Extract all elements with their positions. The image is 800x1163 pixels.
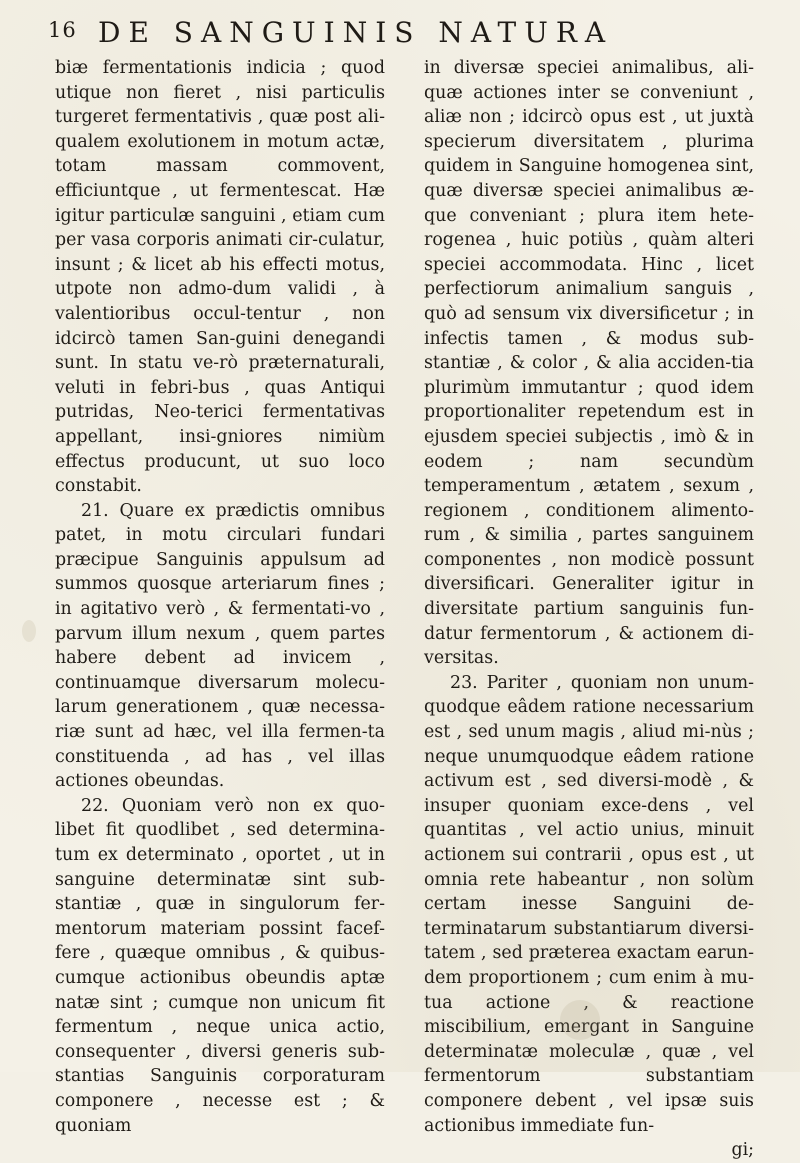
paragraph: biæ fermentationis indicia ; quod utique non fieret , nisi particulis turgeret fermentativis , quæ post ali-qualem exolutionem in motum actæ, totam massam commovent, efficiuntque , ut fermentescat. Hæ igitur particulæ sanguini , etiam cum per vasa corporis animati cir-culatur, insunt ; & licet ab his effecti motus, utpote non admo-dum validi , à valentioribus occul-tentur , non idcircò tamen San-guini denegandi sunt. In statu ve-rò præternaturali, veluti in febri-bus , quas Antiqui putridas, Neo-terici fermentativas appellant, insi-gniores nimiùm effectus producunt, ut suo loco constabit. — [55, 58, 385, 497]
paragraph-22: 22. Quoniam verò non ex quo-libet fit quodlibet , sed determina-tum ex determinato , oportet , ut in sanguine determinatæ sint sub-stantiæ , quæ in singulorum fer-mentorum materiam possint facef-fere , quæque omnibus , & quibus-cumque actionibus obeundis aptæ natæ sint ; cumque non unicum fit fermentum , neque unica actio, consequenter , diversi generis sub-stantias Sanguinis corporaturam componere , necesse est ; & quoniam — [55, 795, 385, 1136]
left-column — [55, 56, 385, 1138]
right-column — [424, 56, 754, 1163]
paragraph: in diversæ speciei animalibus, ali-quæ actiones inter se conveniunt , aliæ non ; idcircò opus est , ut juxtà specierum diversitatem , plurima quidem in Sanguine homogenea sint, quæ diversæ speciei animalibus æ-que conveniant ; plura item hete-rogenea , huic potiùs , quàm alteri speciei accommodata. Hinc , licet perfectiorum animalium sanguis , quò ad sensum vix diversificetur ; in infectis tamen , & modus sub-stantiæ , & color , & alia acciden-tia plurimùm immutantur ; quod idem proportionaliter repetendum est in ejusdem speciei subjectis , imò & in eodem ; nam secundùm temperamentum , ætatem , sexum , regionem , conditionem alimento-rum , & similia , partes sanguinem componentes , non modicè possunt diversificari. Generaliter igitur in diversitate partium sanguinis fun-datur fermentorum , & actionem di-versitas. — [424, 58, 754, 669]
paper-stain — [560, 1000, 600, 1040]
paragraph-23: 23. Pariter , quoniam non unum-quodque eâdem ratione necessarium est , sed unum magis , aliud mi-nùs ; neque unumquodque eâdem ratione activum est , sed diversi-modè , & insuper quoniam exce-dens , vel quantitas , vel actio unius, minuit actionem sui contrarii , opus est , ut omnia rete habeantur , non solùm certam inesse Sanguini de-terminatarum substantiarum diversi-tatem , sed præterea exactam earun-dem proportionem ; cum enim à mu-tua actione , & reactione miscibilium, emergant in Sanguine determinatæ moleculæ , quæ , vel fermentorum substantiam componere debent , vel ipsæ suis actionibus immediate fun- — [424, 672, 754, 1136]
paper-stain — [22, 620, 36, 642]
running-head: DE SANGUINIS NATURA — [98, 16, 614, 49]
paragraph-21: 21. Quare ex prædictis omnibus patet, in motu circulari fundari præcipue Sanguinis appulsum ad summos quosque arteriarum fines ; in agitativo verò , & fermentati-vo , parvum illum nexum , quem partes habere debent ad invicem , continuamque diversarum molecu-larum generationem , quæ necessa-riæ sunt ad hæc, vel illa fermen-ta constituenda , ad has , vel illas actiones obeundas. — [55, 500, 385, 792]
catchword: gi; — [731, 1140, 754, 1161]
page-header — [48, 16, 768, 56]
page-number: 16 — [48, 18, 77, 42]
